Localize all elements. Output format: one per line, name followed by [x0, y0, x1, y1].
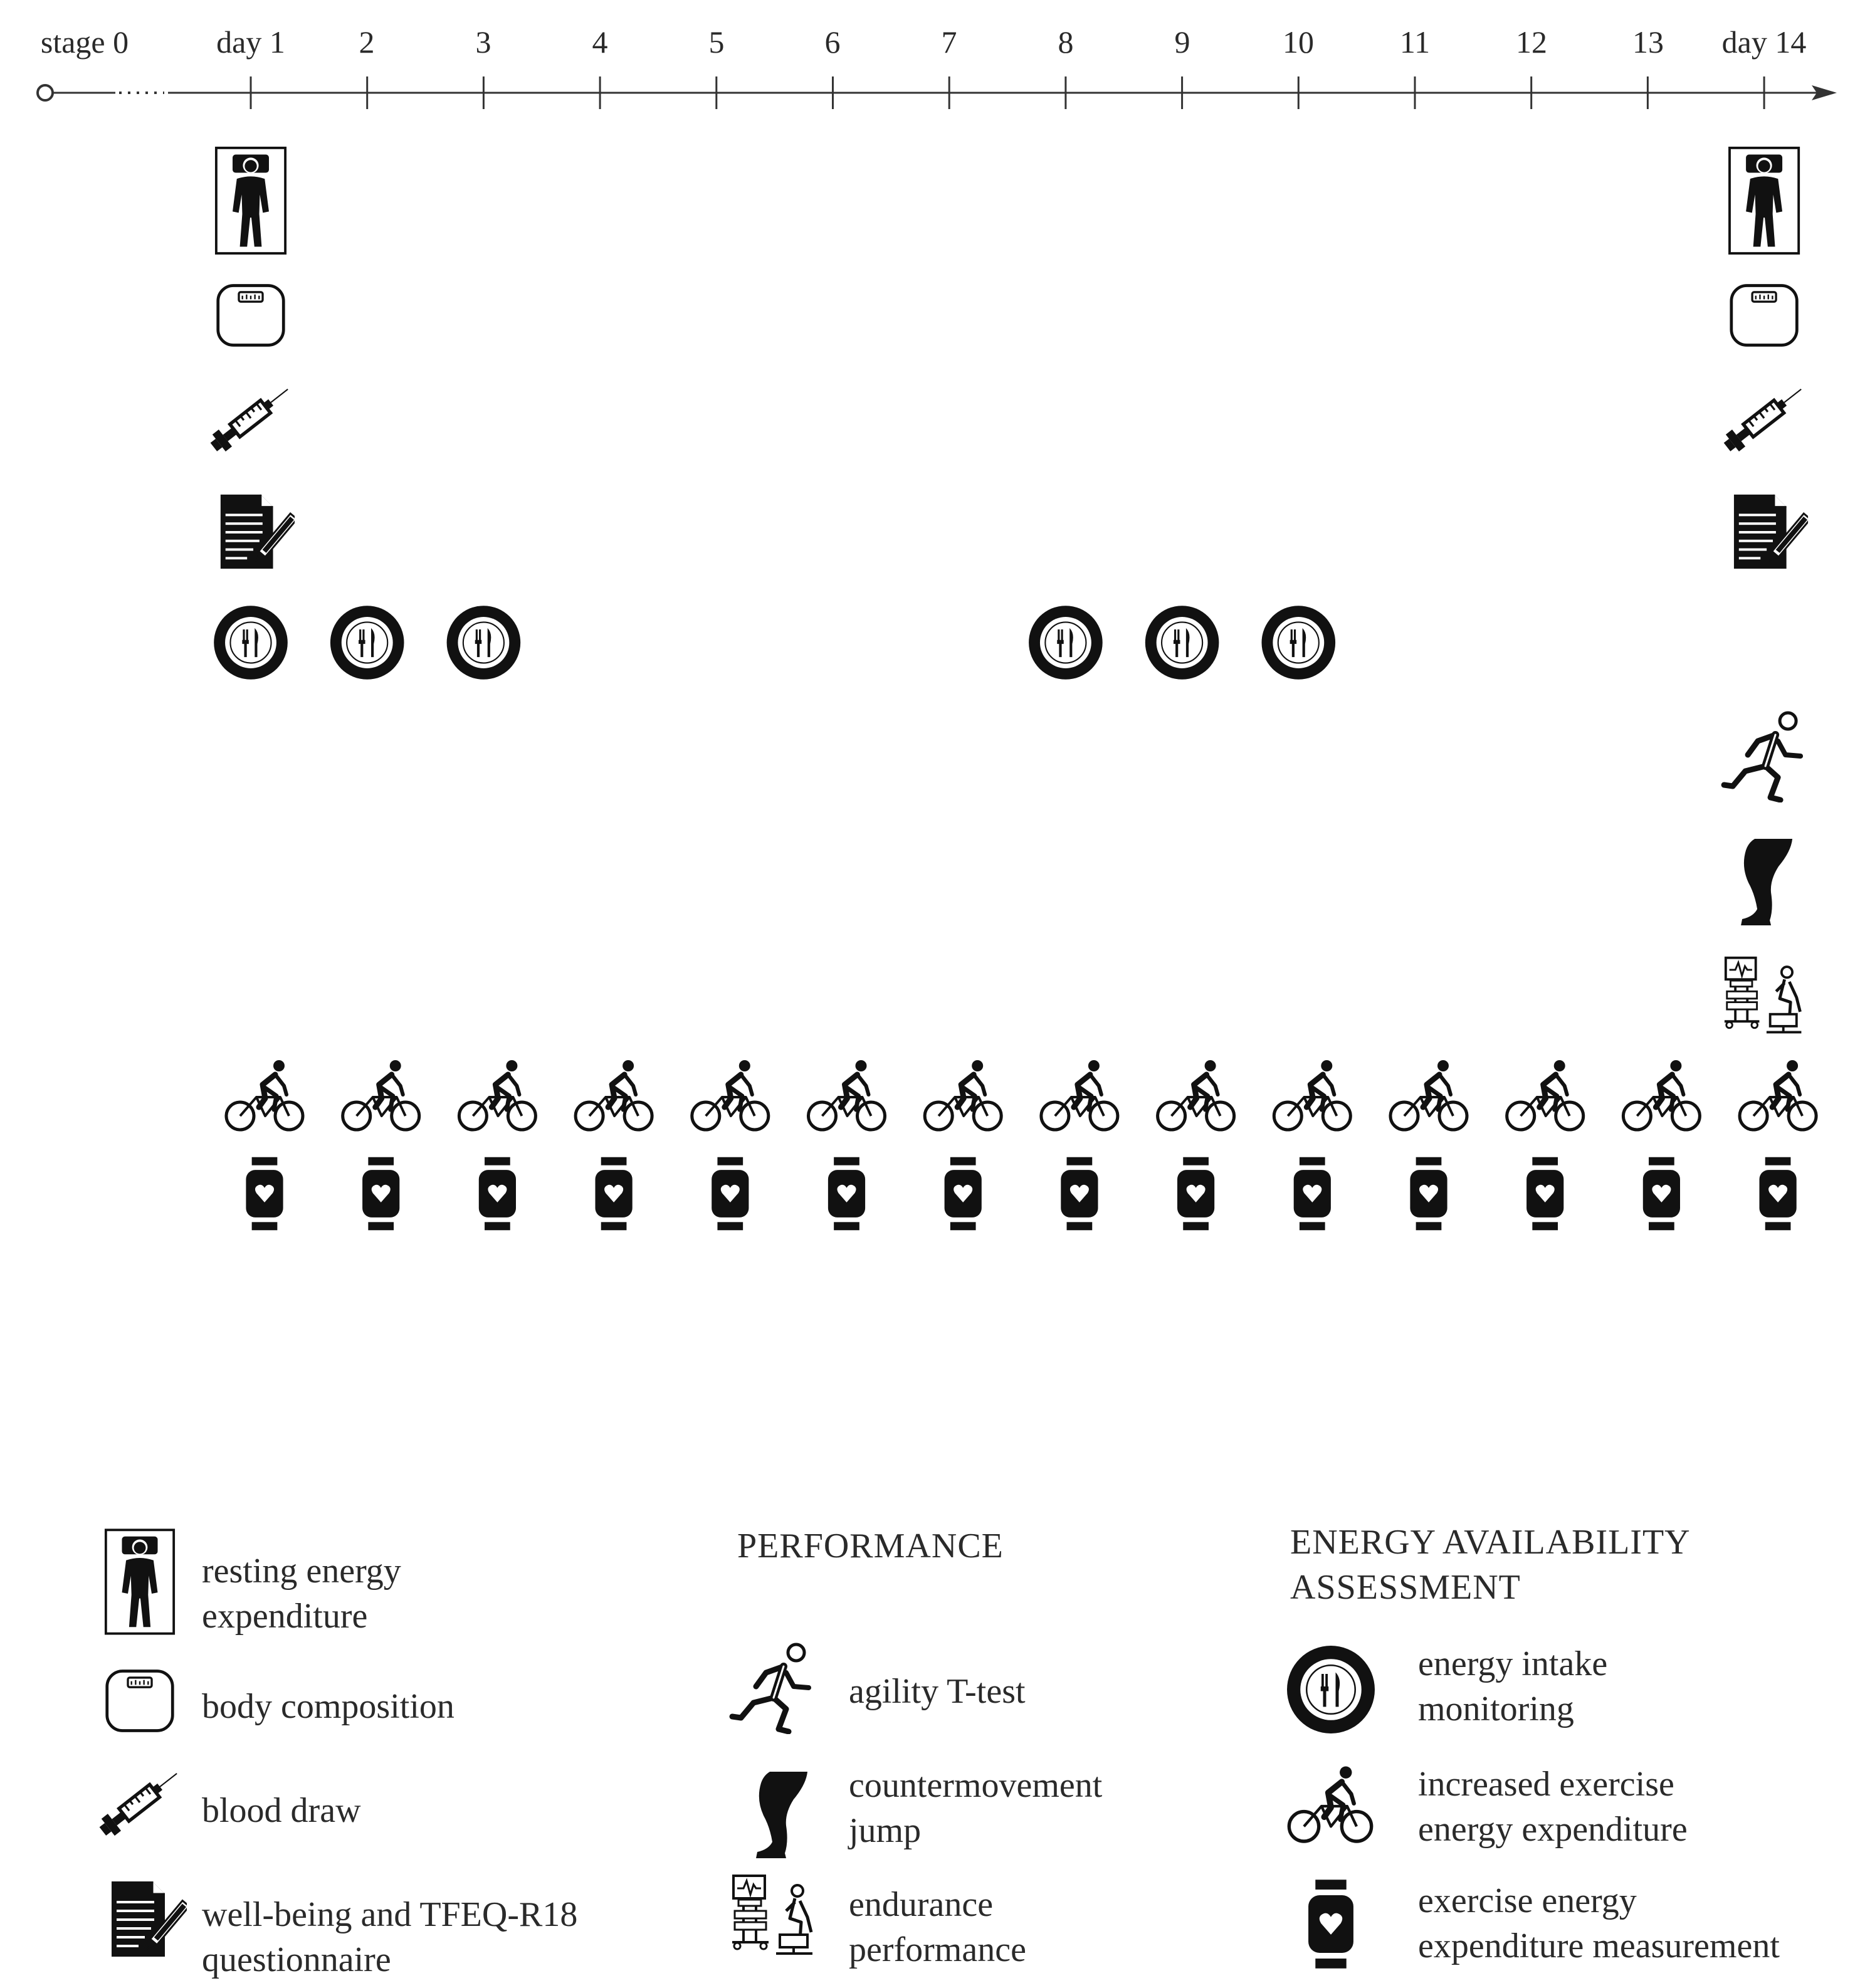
watch-heart-icon-day-12 — [1526, 1157, 1563, 1231]
cyclist-icon-day-11 — [1390, 1060, 1467, 1130]
legend-blood-draw: blood draw — [202, 1791, 361, 1830]
legend-performance-heading: PERFORMANCE — [737, 1527, 1004, 1565]
timeline-label-day-10: 10 — [1283, 24, 1314, 60]
cyclist-icon-day-8 — [1041, 1060, 1118, 1130]
watch-heart-icon-day-5 — [712, 1157, 749, 1231]
timeline-label-day-14: day 14 — [1721, 24, 1807, 60]
timeline-label-day-9: 9 — [1174, 24, 1190, 60]
cyclist-icon-day-3 — [459, 1060, 535, 1130]
plate-cutlery-icon-day-2 — [330, 606, 404, 680]
cyclist-icon-day-12 — [1507, 1060, 1584, 1130]
document-pen-legend-icon — [112, 1881, 189, 1957]
timeline-label-day-2: 2 — [359, 24, 375, 60]
watch-heart-icon-day-3 — [479, 1157, 516, 1231]
legend-exercise-line1: increased exercise — [1418, 1765, 1674, 1804]
leg-legend-icon — [756, 1772, 807, 1858]
watch-heart-legend-icon — [1308, 1880, 1353, 1969]
timeline-label-day-1: day 1 — [216, 24, 285, 60]
cyclist-legend-icon — [1289, 1766, 1371, 1841]
timeline-label-stage-0: stage 0 — [40, 24, 129, 60]
leg-icon-day-14 — [1741, 839, 1792, 925]
runner-icon-day-14 — [1724, 713, 1800, 800]
watch-heart-icon-day-10 — [1294, 1157, 1331, 1231]
legend-exercise-line2: energy expenditure — [1418, 1810, 1688, 1849]
scale-icon-day-14 — [1731, 286, 1797, 345]
plate-cutlery-icon-day-8 — [1029, 606, 1103, 680]
watch-heart-icon-day-7 — [945, 1157, 982, 1231]
watch-heart-icon-day-11 — [1410, 1157, 1447, 1231]
watch-heart-icon-day-2 — [362, 1157, 399, 1231]
legend-cmj-line2: jump — [849, 1811, 922, 1850]
plate-cutlery-icon-day-10 — [1262, 606, 1336, 680]
timeline-label-day-8: 8 — [1058, 24, 1074, 60]
plate-cutlery-icon-day-3 — [447, 606, 521, 680]
watch-heart-icon-day-14 — [1760, 1157, 1797, 1231]
cyclist-icon-day-14 — [1740, 1060, 1816, 1130]
timeline-label-day-4: 4 — [592, 24, 608, 60]
ergometer-icon-day-14 — [1725, 958, 1802, 1033]
plate-cutlery-legend-icon — [1287, 1646, 1375, 1733]
resting-energy-legend-icon — [106, 1530, 174, 1633]
legend-agility-t-test: agility T-test — [849, 1672, 1026, 1711]
stage-0-marker — [38, 85, 53, 100]
cyclist-icon-day-5 — [692, 1060, 769, 1130]
timeline-label-day-13: 13 — [1632, 24, 1664, 60]
runner-legend-icon — [732, 1644, 809, 1732]
legend-questionnaire-line1: well-being and TFEQ-R18 — [202, 1895, 578, 1934]
legend-cmj-line1: countermovement — [849, 1766, 1103, 1805]
legend-energy-intake-line1: energy intake — [1418, 1644, 1608, 1683]
watch-heart-icon-day-6 — [828, 1157, 865, 1231]
person-lying-icon-day-1 — [216, 148, 285, 253]
legend-endurance-line1: endurance — [849, 1885, 994, 1924]
watch-heart-icon-day-9 — [1177, 1157, 1214, 1231]
legend-body-composition: body composition — [202, 1687, 454, 1726]
timeline-label-day-3: 3 — [475, 24, 491, 60]
legend-watch-line2: expenditure measurement — [1418, 1927, 1780, 1965]
schedule-icons — [207, 148, 1816, 1230]
ergometer-legend-icon — [732, 1876, 812, 1954]
timeline-label-day-12: 12 — [1516, 24, 1547, 60]
legend-endurance-line2: performance — [849, 1930, 1026, 1969]
cyclist-icon-day-1 — [226, 1060, 303, 1130]
timeline-label-day-7: 7 — [941, 24, 957, 60]
cyclist-icon-day-10 — [1274, 1060, 1350, 1130]
legend-questionnaire-line2: questionnaire — [202, 1940, 391, 1979]
syringe-legend-icon — [96, 1765, 183, 1839]
syringe-icon-day-14 — [1720, 381, 1807, 455]
timeline-label-day-11: 11 — [1399, 24, 1431, 60]
legend-resting-energy-line1: resting energy — [202, 1552, 401, 1591]
watch-heart-icon-day-13 — [1643, 1157, 1680, 1231]
legend-watch-line1: exercise energy — [1418, 1881, 1637, 1920]
cyclist-icon-day-9 — [1158, 1060, 1234, 1130]
cyclist-icon-day-4 — [575, 1060, 652, 1130]
scale-legend-icon — [107, 1671, 173, 1731]
legend-ea-heading-line1: ENERGY AVAILABILITY — [1290, 1523, 1691, 1562]
watch-heart-icon-day-4 — [596, 1157, 633, 1231]
watch-heart-icon-day-1 — [246, 1157, 283, 1231]
scale-icon-day-1 — [218, 286, 284, 345]
document-pen-icon-day-14 — [1734, 495, 1810, 569]
legend-ea-heading-line2: ASSESSMENT — [1290, 1568, 1521, 1607]
cyclist-icon-day-2 — [343, 1060, 419, 1130]
cyclist-icon-day-7 — [925, 1060, 1001, 1130]
timeline-label-day-6: 6 — [824, 24, 841, 60]
plate-cutlery-icon-day-9 — [1145, 606, 1219, 680]
legend-resting-energy-line2: expenditure — [202, 1597, 368, 1636]
document-pen-icon-day-1 — [221, 495, 297, 569]
plate-cutlery-icon-day-1 — [214, 606, 288, 680]
cyclist-icon-day-6 — [809, 1060, 885, 1130]
cyclist-icon-day-13 — [1623, 1060, 1700, 1130]
timeline-axis — [38, 85, 1837, 100]
watch-heart-icon-day-8 — [1061, 1157, 1098, 1231]
person-lying-icon-day-14 — [1730, 148, 1799, 253]
legend-energy-intake-line2: monitoring — [1418, 1690, 1574, 1728]
timeline-label-day-5: 5 — [708, 24, 725, 60]
syringe-icon-day-1 — [207, 381, 294, 455]
